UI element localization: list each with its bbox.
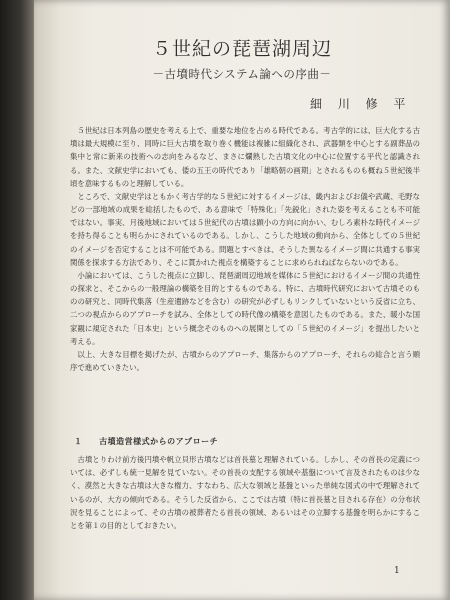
paragraph: 古墳とりわけ前方後円墳や帆立貝形古墳などは首長墓と理解されている。しかし、その首長の定義については、必ずしも統一見解を見ていない。その首長の支配する領域や基盤について言及されたものは少なく、漠然と大きな古墳は大きな権力、すなわち、広大な領域と基盤といった単純な図式の中で理解されているのが、大方の傾向である。そうした反省から、ここでは古墳（特に首長墓と目される存在）の分布状況を見ることによって、その古墳の被葬者たる首長の領域、あるいはその立脚する基盤を明らかにすることを第１の目的としておきたい。	[70, 455, 420, 530]
article-title: ５世紀の琵琶湖周辺	[151, 38, 332, 60]
book-page	[34, 0, 450, 600]
paragraph: 以上、大きな目標を掲げたが、古墳からのアプローチ、集落からのアプローチ、それらの総合と言う順序で進めていきたい。	[70, 349, 420, 373]
paragraph: ５世紀は日本列島の歴史を考える上で、重要な地位を占める時代である。考古学的には、巨大化する古墳は最大規模に至り、同時に巨大古墳を取り巻く機能は複雑に組織化され、武器類を中心とする副葬品の集中と常に新来の技術への志向をみるなど、まさに爛熟した古墳文化の中心に位置する平代と認識される。また、文献史学においても、倭の五王の時代であり「雄略朝の画期」とされるものも概ね５世紀後半頃を意味するものと理解している。	[70, 126, 420, 188]
section-number: １	[74, 436, 83, 446]
intro-text	[70, 124, 420, 374]
article-subtitle: －古墳時代システム論への序曲－	[152, 67, 332, 81]
paragraph: 小論においては、こうした視点に立脚し、琵琶湖周辺地域を媒体に５世紀におけるイメージ間の共通性の探求と、そこからの一般理論の構築を目的とするものである。特に、古墳時代研究において古墳そのものの研究と、同時代集落（生産遺跡などを含む）の研究が必ずしもリンクしていないという反省に立ち、二つの視点からのアプローチを試み、全体としての時代像の構築を意図したものである。また、暖小な国家観に規定された「日本史」という概念そのものへの展開としての「５世紀のイメージ」を提出したいと考える。	[70, 270, 420, 346]
section-title: 古墳造営様式からのアプローチ	[99, 436, 219, 446]
page-number: 1	[394, 566, 400, 576]
section-text	[70, 453, 420, 532]
author-name: 細 川 修 平	[310, 97, 412, 111]
book-spine-shadow	[0, 0, 38, 600]
section-heading	[74, 436, 218, 447]
paragraph: ところで、文献史学はともかく考古学的な５世紀に対するイメージは、畿内およびお儀や武蔵、毛野などの一部地域の成果を総括したもので、ある意味で「特殊化」「先鋭化」された姿を考えることも不可能ではない。事実、月後地域においては５世紀代の古墳は顕小の方向に向かい、むしろ素朴な時代イメージを持ち得ることも明らかにされているのである。しかし、こうした地域の動向から、全体としての５世紀のイメージを否定することは不可能である。問題とすべきは、そうした異なるイメージ間に共通する事実関係を探求する方法であり、そこに貫かれた視点を構築することに求められねばならないのである。	[70, 191, 420, 267]
